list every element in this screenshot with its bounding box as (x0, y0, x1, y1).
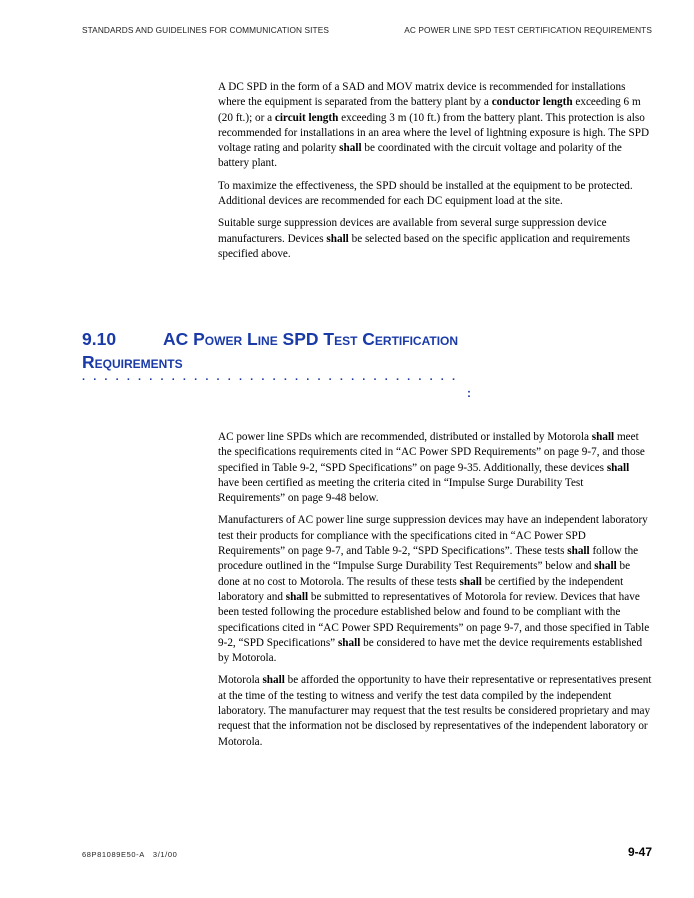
bold-term: shall (591, 431, 615, 443)
section-number: 9.10 (82, 329, 117, 349)
paragraph: A DC SPD in the form of a SAD and MOV matrix device is recommended for installations where the equipment is separated from the battery plant by a conductor length exceeding 6 m (20 ft.); or a circuit length exceeding 3 m (10 ft.) from the battery plant. This protection is also recommended for installations in an area where the level of lightning exposure is high. The SPD voltage rating and polarity shall be coordinated with the circuit voltage and polarity of the battery plant. (218, 81, 650, 170)
heading-dot-leader: . . . . . . . . . . . . . . . . . . . . . . . . . . . . . . . . . . (82, 371, 458, 383)
paragraph: Manufacturers of AC power line surge suppression devices may have an independent laboratory test their products for compliance with the specifications cited in “AC Power SPD Requirements” on page 9-7, and Table 9-2, “SPD Specifications”. These tests shall follow the procedure outlined in the “Impulse Surge Durability Test Requirements” below and shall be done at no cost to Motorola. The results of these tests shall be certified by the independent laboratory and shall be submitted to representatives of Motorola for review. Devices that have been tested following the procedure established below and found to be compliant with the specifications cited in “AC Power SPD Requirements” on page 9-7, and those specified in Table 9-2, “SPD Specifications” shall be considered to have met the device requirements established by Motorola. (218, 514, 650, 665)
bold-term: shall (594, 560, 617, 573)
bold-term: shall (262, 674, 285, 687)
paragraph: To maximize the effectiveness, the SPD should be installed at the equipment to be protected. Additional devices are recommended for each DC equipment load at the site. (218, 179, 633, 208)
running-header-right: AC POWER LINE SPD TEST CERTIFICATION REQUIREMENTS (404, 25, 652, 35)
bold-term: shall (337, 636, 361, 649)
section-title: AC Power Line SPD Test Certification Requirements (82, 329, 459, 372)
bold-term: circuit length (274, 111, 339, 124)
bold-term: shall (339, 142, 362, 155)
page-number: 9-47 (627, 845, 652, 859)
footer-date: 3/1/00 (152, 850, 178, 859)
bold-term: shall (459, 575, 482, 588)
heading-dot-leader-end: : (467, 386, 471, 400)
bold-term: shall (285, 590, 309, 603)
paragraph: AC power line SPDs which are recommended, distributed or installed by Motorola shall meet the specifications requirements cited in “AC Power SPD Requirements” on page 9-7, and those specified in Table 9-2, “SPD Specifications” on page 9-35. Additionally, these devices shall have been certified as meeting the criteria cited in “Impulse Surge Durability Test Requirements” on page 9-48 below. (218, 431, 645, 505)
bold-term: conductor length (491, 96, 573, 109)
bold-term: shall (567, 545, 590, 558)
section-text-block (218, 430, 653, 757)
paragraph: Suitable surge suppression devices are available from several surge suppression device manufacturers. Devices shall be selected based on the specific application and requirements specified above. (218, 217, 630, 260)
footer-doc-info (82, 850, 177, 859)
footer-doc-id: 68P81089E50-A (82, 850, 145, 859)
intro-text-block (218, 80, 653, 269)
bold-term: shall (326, 232, 349, 245)
section-heading (82, 328, 552, 374)
running-header-left: STANDARDS AND GUIDELINES FOR COMMUNICATION SITES (82, 25, 329, 35)
paragraph: Motorola shall be afforded the opportunity to have their representative or representatives present at the time of the testing to witness and verify the test data compiled by the independent laboratory. The manufacturer may request that the test results be considered proprietary and may request that the information not be disclosed by representatives of the independent laboratory or Motorola. (218, 674, 652, 748)
bold-term: shall (606, 461, 630, 474)
